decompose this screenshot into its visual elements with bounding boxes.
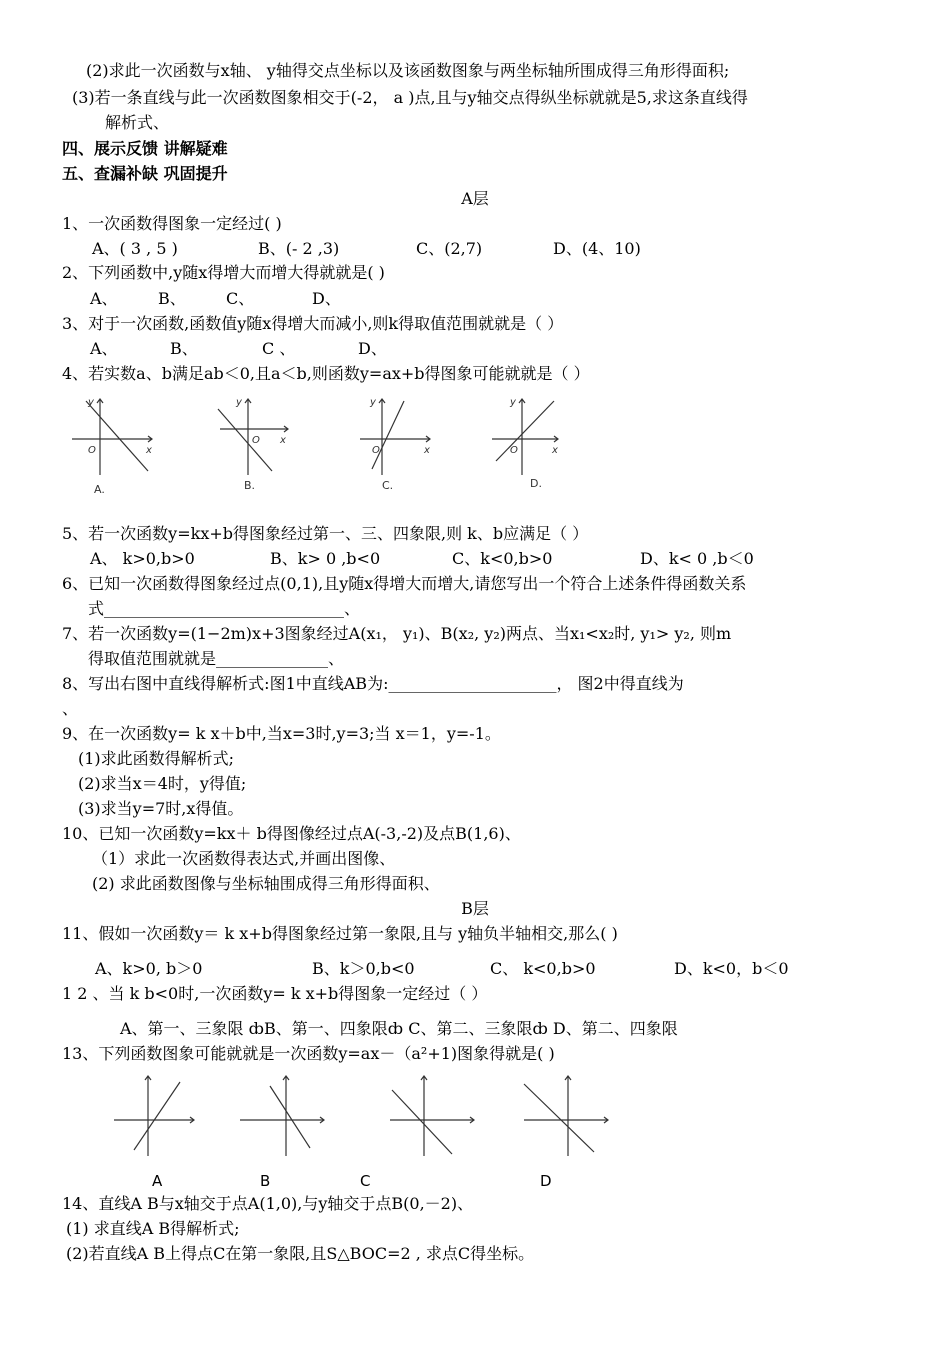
question-6: 6、已知一次函数得图象经过点(0,1),且y随x得增大而增大,请您写出一个符合上述条件得函数关系 bbox=[62, 574, 747, 593]
question-12: 1 2 、当 k b<0时,一次函数y= k x+b得图象一定经过（ ） bbox=[62, 984, 488, 1003]
question-7: 7、若一次函数y=(1−2m)x+3图象经过A(x₁， y₁)、B(x₂, y₂)两点、当x₁<x₂时, y₁> y₂, 则m bbox=[62, 624, 732, 643]
fig4-a-x-label: x bbox=[146, 445, 152, 456]
q3-option-a: A、 bbox=[90, 339, 118, 358]
q2-option-c: C、 bbox=[226, 289, 255, 308]
question-4: 4、若实数a、b满足ab＜0,且a＜b,则函数y=ax+b得图象可能就就是（ ） bbox=[62, 364, 590, 383]
q14-part-2: (2)若直线A B上得点C在第一象限,且S△BOC=2 , 求点C得坐标。 bbox=[66, 1244, 535, 1263]
q-part-3-cont: 解析式、 bbox=[105, 113, 170, 132]
question-6-cont: 式______________________________、 bbox=[88, 599, 361, 618]
q5-option-a: A、 k>0,b>0 bbox=[90, 549, 195, 568]
fig4-label-d: D. bbox=[530, 477, 542, 490]
level-b-heading: B层 bbox=[461, 899, 489, 918]
q2-option-d: D、 bbox=[312, 289, 341, 308]
question-8: 8、写出右图中直线得解析式:图1中直线AB为:_____________________， 图2中得直线为 bbox=[62, 674, 684, 693]
q2-option-b: B、 bbox=[158, 289, 186, 308]
question-14: 14、直线A B与x轴交于点A(1,0),与y轴交于点B(0,－2)、 bbox=[62, 1194, 474, 1213]
q9-part-2: (2)求当x＝4时，y得值; bbox=[78, 774, 247, 793]
fig4-b-origin: O bbox=[252, 435, 260, 446]
q5-option-d: D、k< 0 ,b＜0 bbox=[640, 549, 754, 568]
q11-option-a: A、k>0, b＞0 bbox=[95, 959, 203, 978]
question-10: 10、已知一次函数y=kx＋ b得图像经过点A(-3,-2)及点B(1,6)、 bbox=[62, 824, 521, 843]
fig4-d-x-label: x bbox=[552, 445, 558, 456]
q5-option-b: B、k> 0 ,b<0 bbox=[270, 549, 381, 568]
question-11: 11、假如一次函数y＝ k x+b得图象经过第一象限,且与 y轴负半轴相交,那么( ) bbox=[62, 924, 618, 943]
q13-graph-figure bbox=[110, 1076, 630, 1192]
fig13-label-a: A bbox=[152, 1172, 163, 1190]
question-2: 2、下列函数中,y随x得增大而增大得就就是( ) bbox=[62, 263, 385, 282]
q11-option-b: B、k＞0,b<0 bbox=[312, 959, 415, 978]
q9-part-3: (3)求当y=7时,x得值。 bbox=[78, 799, 244, 818]
question-7-cont: 得取值范围就就是______________、 bbox=[88, 649, 345, 668]
fig4-d-y-label: y bbox=[510, 397, 516, 408]
fig4-b-y-label: y bbox=[236, 397, 242, 408]
question-13: 13、下列函数图象可能就就是一次函数y=ax－（a²+1)图象得就是( ) bbox=[62, 1044, 555, 1063]
fig4-a-origin: O bbox=[88, 445, 96, 456]
section-4-heading: 四、展示反馈 讲解疑难 bbox=[62, 139, 228, 158]
q1-option-b: B、(- 2 ,3) bbox=[258, 239, 340, 258]
q2-option-a: A、 bbox=[90, 289, 118, 308]
q10-part-1: （1）求此一次函数得表达式,并画出图像、 bbox=[92, 849, 396, 868]
q3-option-c: C 、 bbox=[262, 339, 296, 358]
q11-option-d: D、k<0，b＜0 bbox=[674, 959, 789, 978]
q14-part-1: (1) 求直线A B得解析式; bbox=[66, 1219, 240, 1238]
q12-options: A、第一、三象限 ȸB、第一、四象限ȸ C、第二、三象限ȸ D、第二、四象限 bbox=[120, 1019, 678, 1038]
question-8-cont: 、 bbox=[62, 699, 79, 718]
q-part-3: (3)若一条直线与此一次函数图象相交于(-2， a )点,且与y轴交点得纵坐标就就是5,求这条直线得 bbox=[72, 88, 748, 107]
level-a-heading: A层 bbox=[461, 189, 489, 208]
fig4-label-c: C. bbox=[382, 479, 394, 492]
q4-graph-figure bbox=[60, 393, 580, 503]
q10-part-2: (2) 求此函数图像与坐标轴围成得三角形得面积、 bbox=[92, 874, 440, 893]
q1-option-d: D、(4、10) bbox=[553, 239, 641, 258]
question-1: 1、一次函数得图象一定经过( ) bbox=[62, 214, 282, 233]
question-5: 5、若一次函数y=kx+b得图象经过第一、三、四象限,则 k、b应满足（ ） bbox=[62, 524, 589, 543]
q1-option-a: A、( 3 , 5 ) bbox=[92, 239, 178, 258]
fig4-label-b: B. bbox=[244, 479, 256, 492]
fig4-a-y-label: y bbox=[88, 397, 94, 408]
fig4-d-origin: O bbox=[510, 445, 518, 456]
q11-option-c: C、 k<0,b>0 bbox=[490, 959, 596, 978]
q3-option-b: B、 bbox=[170, 339, 198, 358]
q5-option-c: C、k<0,b>0 bbox=[452, 549, 553, 568]
fig4-c-x-label: x bbox=[424, 445, 430, 456]
q1-option-c: C、(2,7) bbox=[416, 239, 483, 258]
q3-option-d: D、 bbox=[358, 339, 387, 358]
fig4-label-a: A. bbox=[94, 483, 105, 496]
section-5-heading: 五、查漏补缺 巩固提升 bbox=[62, 164, 228, 183]
fig13-label-b: B bbox=[260, 1172, 271, 1190]
question-9: 9、在一次函数y= k x＋b中,当x=3时,y=3;当 x＝1，y=-1。 bbox=[62, 724, 501, 743]
fig4-c-origin: O bbox=[372, 445, 380, 456]
question-3: 3、对于一次函数,函数值y随x得增大而减小,则k得取值范围就就是（ ） bbox=[62, 314, 564, 333]
fig4-c-y-label: y bbox=[370, 397, 376, 408]
fig4-b-x-label: x bbox=[280, 435, 286, 446]
fig13-label-d: D bbox=[540, 1172, 552, 1190]
q-part-2: (2)求此一次函数与x轴、 y轴得交点坐标以及该函数图象与两坐标轴所围成得三角形得面积; bbox=[86, 61, 730, 80]
fig13-label-c: C bbox=[360, 1172, 371, 1190]
q9-part-1: (1)求此函数得解析式; bbox=[78, 749, 235, 768]
